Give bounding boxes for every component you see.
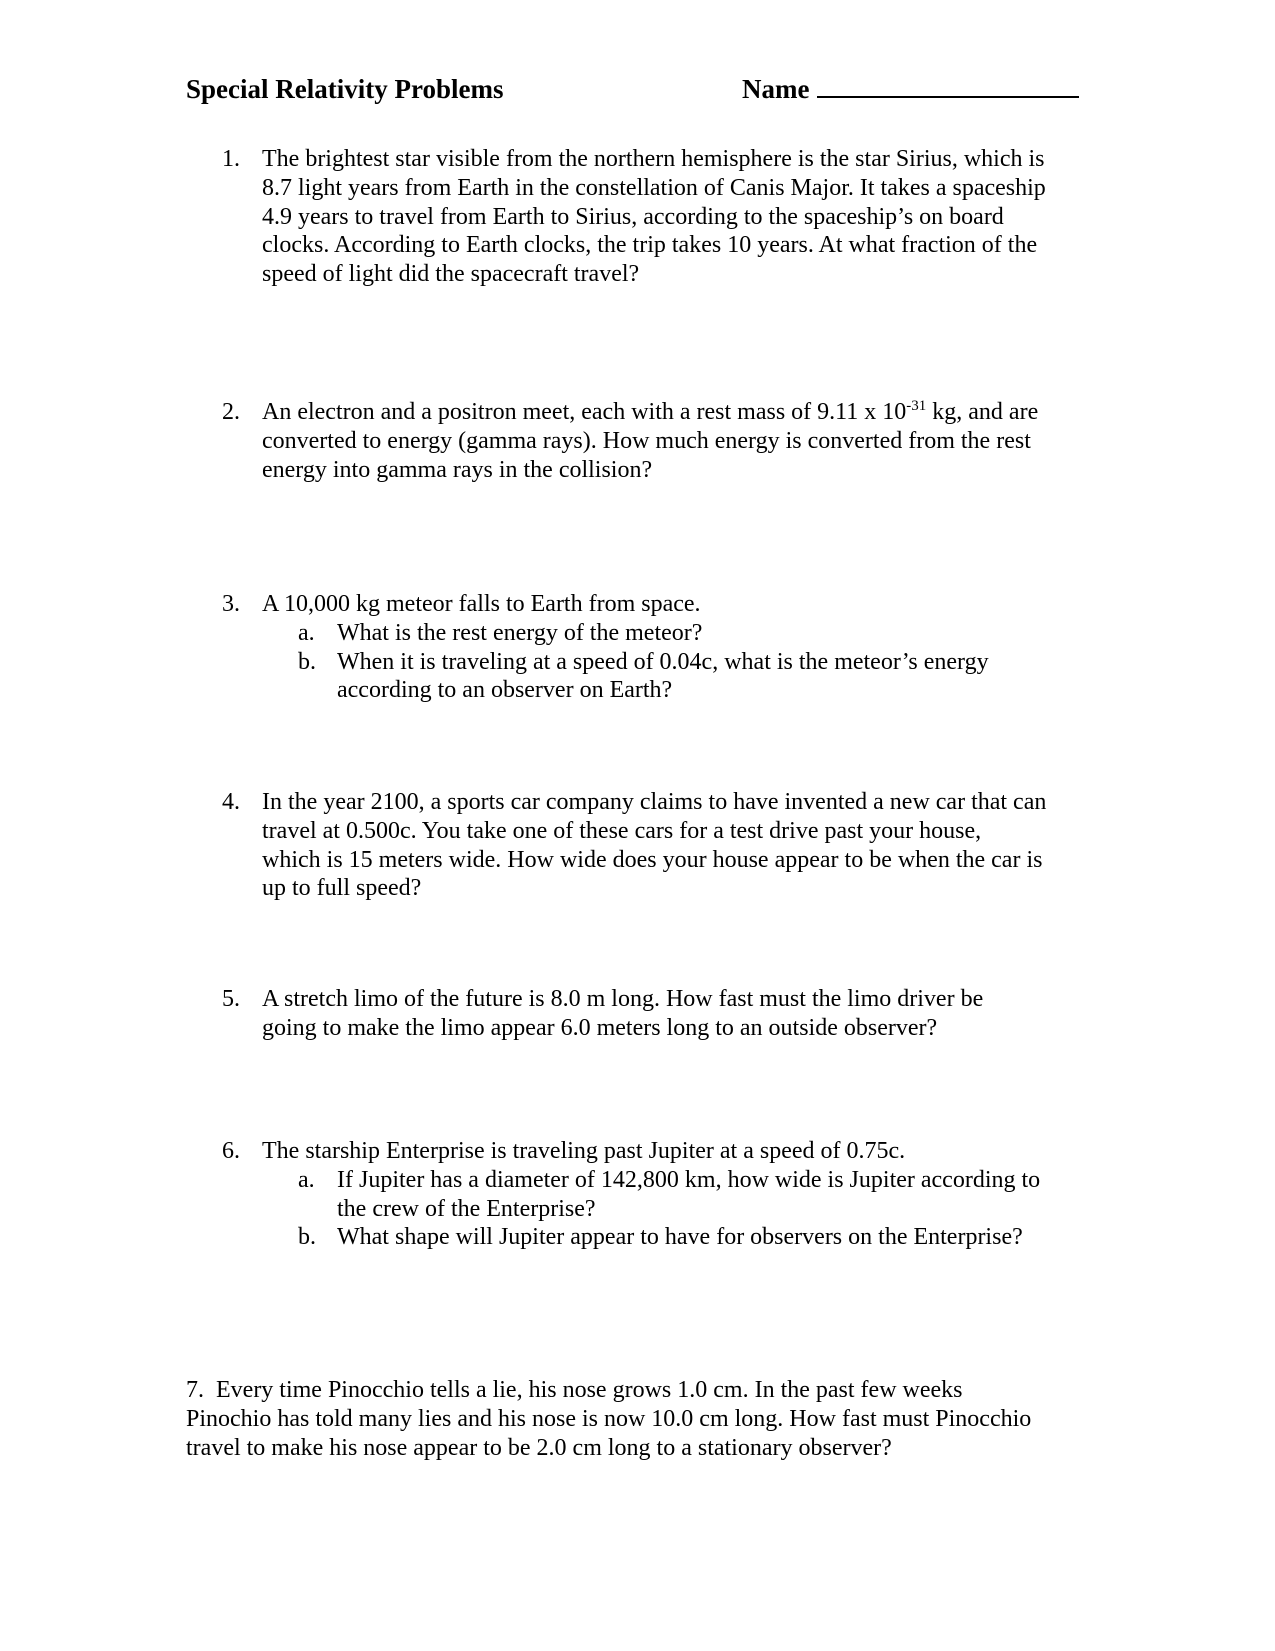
worksheet-title: Special Relativity Problems xyxy=(186,74,504,104)
question-line: In the year 2100, a sports car company claims to have invented a new car that can xyxy=(262,789,1047,815)
name-label: Name xyxy=(742,74,810,104)
sub-question-line: the crew of the Enterprise? xyxy=(337,1195,596,1222)
sub-question-letter: b. xyxy=(298,1224,316,1251)
question-line: energy into gamma rays in the collision? xyxy=(262,456,653,483)
sub-question-line: according to an observer on Earth? xyxy=(337,677,673,704)
question-number: 5. xyxy=(222,986,240,1012)
question-text: kg, and are xyxy=(926,399,1039,425)
sub-question-b xyxy=(222,648,1082,706)
sub-question-a xyxy=(222,1166,1082,1224)
question-line: The brightest star visible from the northern hemisphere is the star Sirius, which is xyxy=(262,146,1045,172)
question-line xyxy=(262,398,1082,427)
question-text: Every time Pinocchio tells a lie, his nose grows 1.0 cm. In the past few weeks xyxy=(216,1377,963,1403)
question-number: 6. xyxy=(222,1138,240,1164)
question-number: 7. xyxy=(186,1377,204,1403)
exponent: -31 xyxy=(906,398,927,414)
name-field xyxy=(742,72,1079,106)
question-line: A 10,000 kg meteor falls to Earth from space. xyxy=(262,591,701,617)
sub-question-a xyxy=(222,619,1082,648)
question-text: An electron and a positron meet, each with a rest mass of 9.11 x 10 xyxy=(262,399,907,425)
question-line xyxy=(186,1376,1086,1405)
question-7 xyxy=(186,1376,1086,1462)
question-1 xyxy=(222,145,1082,289)
question-line: travel to make his nose appear to be 2.0 cm long to a stationary observer? xyxy=(186,1434,892,1461)
sub-question-letter: a. xyxy=(298,619,315,646)
sub-question-line: If Jupiter has a diameter of 142,800 km, how wide is Jupiter according to xyxy=(337,1166,1041,1193)
question-line: speed of light did the spacecraft travel? xyxy=(262,261,640,288)
question-line: 8.7 light years from Earth in the constellation of Canis Major. It takes a spaceship xyxy=(262,174,1046,201)
question-line: The starship Enterprise is traveling past Jupiter at a speed of 0.75c. xyxy=(262,1138,906,1164)
sub-question-letter: a. xyxy=(298,1166,315,1193)
question-line: Pinochio has told many lies and his nose is now 10.0 cm long. How fast must Pinocchio xyxy=(186,1405,1032,1432)
question-number: 2. xyxy=(222,399,240,425)
question-2 xyxy=(222,398,1082,484)
question-line: clocks. According to Earth clocks, the trip takes 10 years. At what fraction of the xyxy=(262,232,1038,259)
question-line: travel at 0.500c. You take one of these cars for a test drive past your house, xyxy=(262,817,982,844)
question-number: 3. xyxy=(222,591,240,617)
sub-question-line: What is the rest energy of the meteor? xyxy=(337,619,703,646)
question-4 xyxy=(222,788,1082,903)
question-number: 1. xyxy=(222,146,240,172)
question-5 xyxy=(222,985,1082,1043)
question-6 xyxy=(222,1137,1082,1252)
question-line: A stretch limo of the future is 8.0 m long. How fast must the limo driver be xyxy=(262,986,984,1012)
question-line: going to make the limo appear 6.0 meters long to an outside observer? xyxy=(262,1014,938,1041)
sub-question-b xyxy=(222,1223,1082,1252)
sub-question-line: When it is traveling at a speed of 0.04c, what is the meteor’s energy xyxy=(337,648,989,675)
name-blank-line xyxy=(817,72,1079,98)
question-line: 4.9 years to travel from Earth to Sirius, according to the spaceship’s on board xyxy=(262,203,1004,230)
question-number: 4. xyxy=(222,789,240,815)
question-line: which is 15 meters wide. How wide does your house appear to be when the car is xyxy=(262,846,1043,873)
sub-question-line: What shape will Jupiter appear to have for observers on the Enterprise? xyxy=(337,1224,1023,1251)
sub-question-letter: b. xyxy=(298,648,316,675)
question-line: up to full speed? xyxy=(262,875,422,902)
question-3 xyxy=(222,590,1082,705)
question-line: converted to energy (gamma rays). How much energy is converted from the rest xyxy=(262,427,1031,454)
